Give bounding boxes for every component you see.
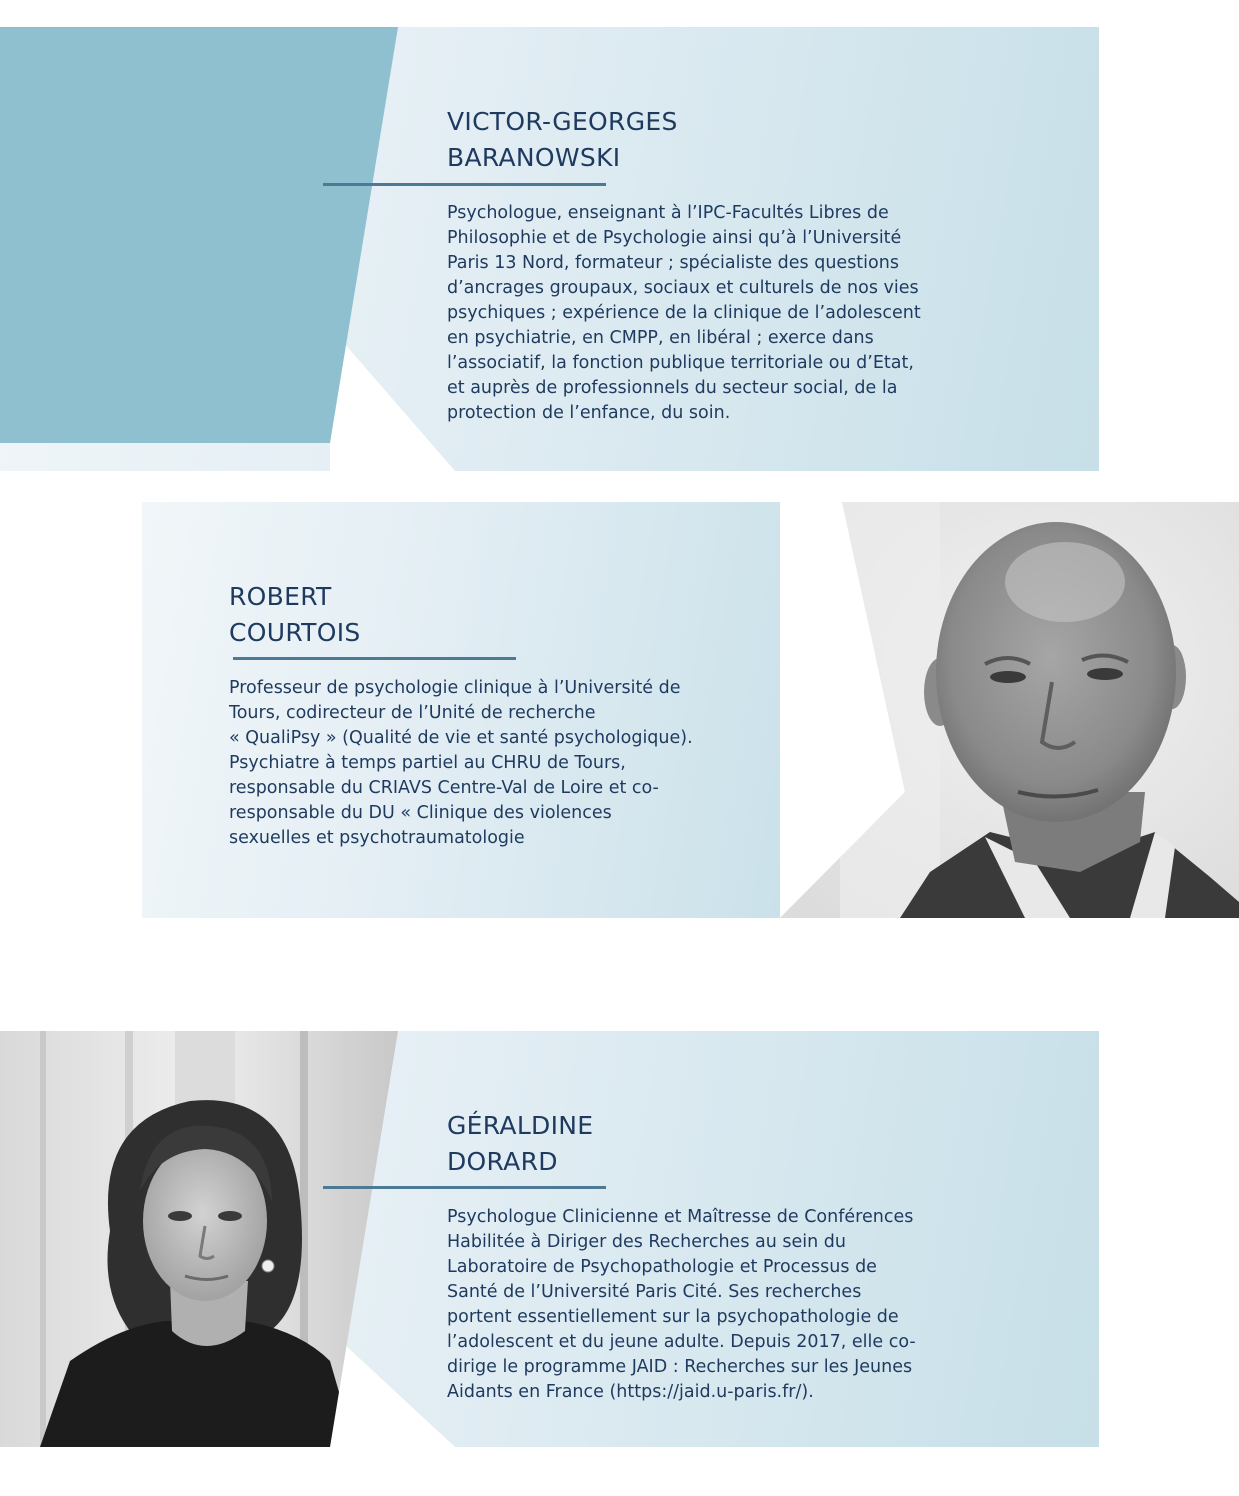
portrait-photo-dorard (0, 1031, 460, 1447)
bio-line: d’ancrages groupaux, sociaux et culturels de nos vies (447, 278, 919, 298)
bio-line: Psychologue Clinicienne et Maîtresse de Conférences (447, 1207, 914, 1227)
name-line: ROBERT (229, 582, 332, 611)
bio-line: Professeur de psychologie clinique à l’Université de (229, 678, 681, 698)
bio-line: Tours, codirecteur de l’Unité de recherche (229, 703, 596, 723)
name-divider (323, 1186, 606, 1189)
name-divider (233, 657, 516, 660)
person-bio (229, 676, 693, 851)
person-bio (447, 1205, 916, 1405)
bio-line: et auprès de professionnels du secteur social, de la (447, 378, 898, 398)
bio-line: Habilitée à Diriger des Recherches au sein du (447, 1232, 846, 1252)
bio-line: « QualiPsy » (Qualité de vie et santé psychologique). (229, 728, 693, 748)
bio-line: Laboratoire de Psychopathologie et Processus de (447, 1257, 877, 1277)
bio-line: Psychologue, enseignant à l’IPC-Facultés Libres de (447, 203, 889, 223)
bio-line: Aidants en France (https://jaid.u-paris.fr/). (447, 1382, 814, 1402)
name-divider (323, 183, 606, 186)
person-name (229, 579, 361, 651)
bio-line: Paris 13 Nord, formateur ; spécialiste des questions (447, 253, 899, 273)
bio-line: sexuelles et psychotraumatologie (229, 828, 525, 848)
bio-line: Philosophie et de Psychologie ainsi qu’à l’Université (447, 228, 902, 248)
bio-line: en psychiatrie, en CMPP, en libéral ; exerce dans (447, 328, 874, 348)
name-line: DORARD (447, 1147, 558, 1176)
bio-line: responsable du CRIAVS Centre-Val de Loire et co- (229, 778, 659, 798)
bio-line: dirige le programme JAID : Recherches sur les Jeunes (447, 1357, 913, 1377)
bio-line: l’adolescent et du jeune adulte. Depuis 2017, elle co- (447, 1332, 916, 1352)
person-name (447, 1108, 593, 1180)
name-line: BARANOWSKI (447, 143, 621, 172)
bio-line: portent essentiellement sur la psychopathologie de (447, 1307, 899, 1327)
bio-line: protection de l’enfance, du soin. (447, 403, 731, 423)
name-line: VICTOR-GEORGES (447, 107, 678, 136)
accent-shape-baranowski (0, 27, 460, 471)
name-line: GÉRALDINE (447, 1111, 594, 1140)
bio-line: Santé de l’Université Paris Cité. Ses recherches (447, 1282, 862, 1302)
bio-line: Psychiatre à temps partiel au CHRU de Tours, (229, 753, 626, 773)
portrait-photo-courtois (780, 502, 1239, 918)
bio-line: l’associatif, la fonction publique territoriale ou d’Etat, (447, 353, 914, 373)
person-name (447, 104, 678, 176)
name-line: COURTOIS (229, 618, 361, 647)
bio-line: responsable du DU « Clinique des violences (229, 803, 612, 823)
bio-line: psychiques ; expérience de la clinique de l’adolescent (447, 303, 921, 323)
person-bio (447, 201, 921, 426)
